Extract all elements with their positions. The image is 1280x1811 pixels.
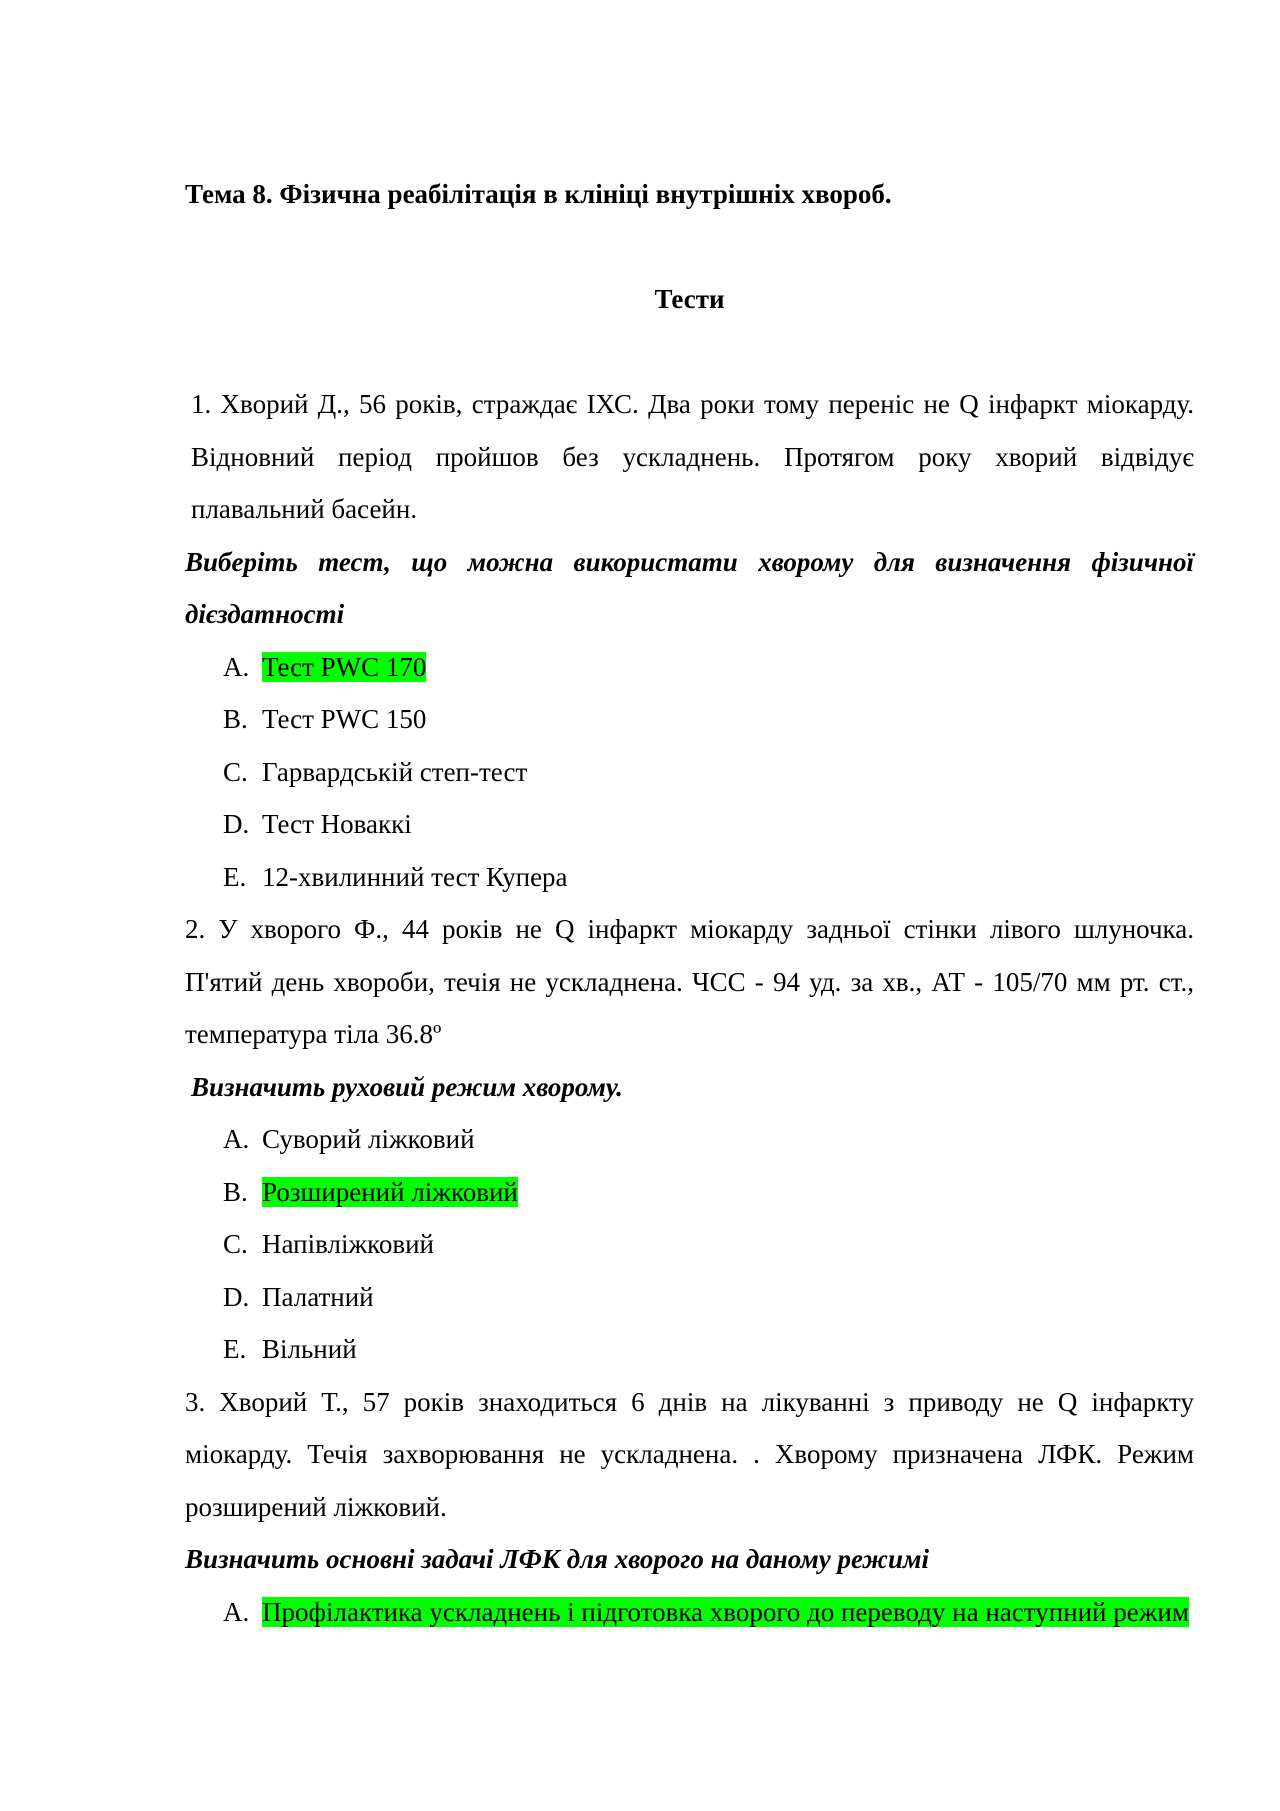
option-letter: C. [223,756,248,787]
question-2 [185,903,1194,1376]
question-instruction: Визначить основні задачі ЛФК для хворого на даному режимі [185,1544,929,1574]
option-text: Напівліжковий [262,1229,434,1259]
option-text: 12-хвилинний тест Купера [262,861,568,892]
answer-option-e [185,851,1194,904]
blank-line [185,221,1194,274]
option-letter: D. [223,809,250,839]
option-letter: A. [223,1124,250,1154]
option-letter: E. [223,1334,247,1364]
option-letter: C. [223,1229,248,1259]
answer-option-b [185,693,1194,746]
option-text: Тест Новаккі [262,809,412,839]
question-instruction: Визначить руховий режим хворому. [191,1071,623,1102]
question-text: 3. Хворий Т., 57 років знаходиться 6 днів на лікуванні з приводу не Q інфаркту міокарду. Течія захворювання не ускладнена. . Хворому призначена ЛФК. Режим розширений ліжковий. [185,1386,1194,1522]
document-content [185,168,1194,1638]
option-text: Гарвардськiй степ-тест [262,756,528,787]
option-text: Палатний [262,1281,374,1312]
question-3 [185,1376,1194,1639]
question-1 [185,378,1194,903]
option-text: Вільний [262,1334,357,1364]
question-text: 2. У хворого Ф., 44 років не Q інфаркт міокарду задньої стінки лівого шлуночка. П'ятий день хвороби, течія не ускладнена. ЧСС - 94 уд. за хв., АТ - 105/70 мм рт. ст., температура тіла 36.8º [185,914,1194,1049]
blank-line [185,326,1194,379]
option-letter: B. [223,1176,248,1207]
option-letter: B. [223,704,248,734]
answer-option-c [185,746,1194,799]
document-title: Тема 8. Фізична реабілітація в клініці внутрішніх хвороб. [185,179,892,209]
answer-option-d [185,1271,1194,1324]
question-text: 1. Хворий Д., 56 років, страждає ІХС. Два роки тому переніс не Q інфаркт міокарду. Відновний період пройшов без ускладнень. Протягом року хворий відвідує плавальний басейн. [191,389,1194,524]
option-text: Суворий ліжковий [262,1124,475,1154]
option-text-correct: Тест PWC 170 [262,651,427,682]
answer-option-c [185,1218,1194,1271]
option-text-correct: Профілактика ускладнень і підготовка хворого до переводу на наступний режим [262,1596,1189,1627]
answer-options [185,1113,1194,1376]
option-letter: E. [223,861,247,892]
option-letter: A. [223,651,250,682]
option-text-correct: Розширений ліжковий [262,1176,518,1207]
answer-options [185,641,1194,904]
answer-option-a [185,1586,1194,1639]
answer-option-e [185,1323,1194,1376]
question-instruction: Виберіть тест, що можна використати хворому для визначення фізичної дієздатності [185,546,1194,629]
section-heading: Тести [654,284,725,314]
option-text: Тест PWC 150 [262,704,427,734]
answer-option-d [185,798,1194,851]
answer-option-a [185,1113,1194,1166]
answer-option-a [185,641,1194,694]
answer-options [185,1586,1194,1639]
option-letter: A. [223,1596,250,1627]
answer-option-b [185,1166,1194,1219]
option-letter: D. [223,1281,250,1312]
